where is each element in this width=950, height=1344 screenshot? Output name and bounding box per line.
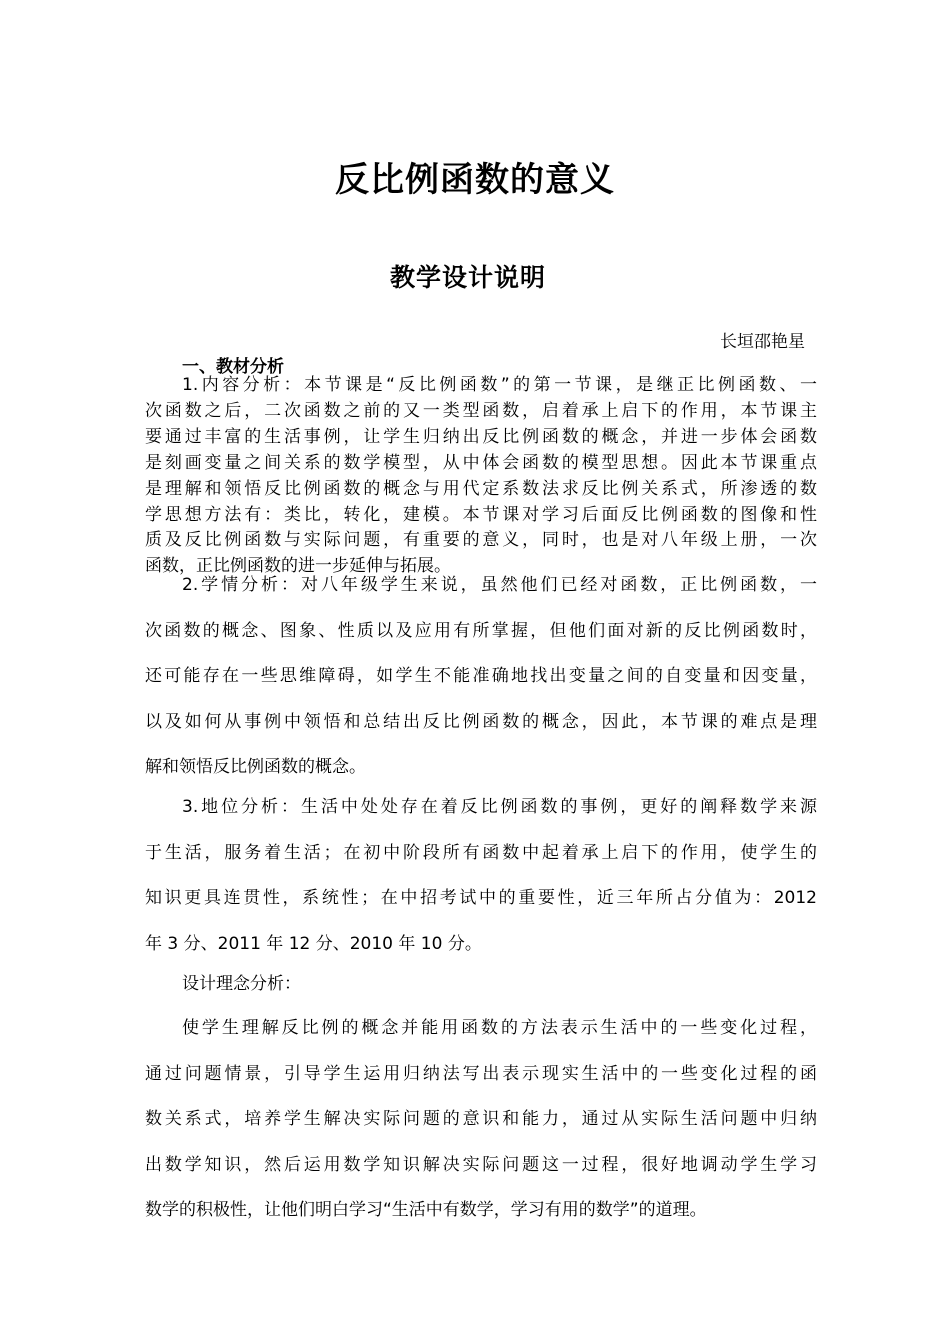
paragraph-content-analysis <box>145 373 817 580</box>
paragraph-line: 3.地位分析：生活中处处存在着反比例函数的事例，更好的阐释数学来源 <box>182 797 817 817</box>
paragraph-student-analysis <box>145 563 817 791</box>
paragraph-line: 通过问题情景，引导学生运用归纳法写出表示现实生活中的一些变化过程的函 <box>145 1063 817 1084</box>
author-name: 长垣邵艳星 <box>720 332 805 352</box>
paragraph-line: 质及反比例函数与实际问题，有重要的意义，同时，也是对八年级上册，一次 <box>145 530 817 551</box>
paragraph-line: 设计理念分析： <box>182 974 301 994</box>
paragraph-line: 1.内容分析：本节课是“反比例函数”的第一节课，是继正比例函数、一 <box>182 375 817 395</box>
paragraph-line: 使学生理解反比例的概念并能用函数的方法表示生活中的一些变化过程， <box>182 1018 817 1038</box>
paragraph-line: 数关系式，培养学生解决实际问题的意识和能力，通过从实际生活问题中归纳 <box>145 1109 817 1130</box>
paragraph-line: 于生活，服务着生活；在初中阶段所有函数中起着承上启下的作用，使学生的 <box>145 842 817 863</box>
paragraph-line: 是理解和领悟反比例函数的概念与用代定系数法求反比例关系式，所渗透的数 <box>145 478 817 499</box>
paragraph-line: 要通过丰富的生活事例，让学生归纳出反比例函数的概念，并进一步体会函数 <box>145 426 817 447</box>
paragraph-line: 出数学知识，然后运用数学知识解决实际问题这一过程，很好地调动学生学习 <box>145 1154 817 1175</box>
paragraph-line: 是刻画变量之间关系的数学模型，从中体会函数的模型思想。因此本节课重点 <box>145 452 817 473</box>
paragraph-line: 解和领悟反比例函数的概念。 <box>145 757 366 778</box>
paragraph-line: 学思想方法有：类比，转化，建模。本节课对学习后面反比例函数的图像和性 <box>145 504 817 525</box>
paragraph-line: 以及如何从事例中领悟和总结出反比例函数的概念，因此，本节课的难点是理 <box>145 711 817 732</box>
paragraph-status-analysis <box>145 785 817 967</box>
section-heading-textbook-analysis: 一、教材分析 <box>182 357 284 377</box>
paragraph-design-concept <box>145 1006 817 1234</box>
paragraph-line: 知识更具连贯性，系统性；在中招考试中的重要性，近三年所占分值为：2012 <box>145 888 817 909</box>
paragraph-line: 2.学情分析：对八年级学生来说，虽然他们已经对函数，正比例函数，一 <box>182 575 817 595</box>
paragraph-line: 还可能存在一些思维障碍，如学生不能准确地找出变量之间的自变量和因变量， <box>145 666 817 687</box>
paragraph-line: 次函数之后，二次函数之前的又一类型函数，启着承上启下的作用，本节课主 <box>145 400 817 421</box>
design-concept-heading <box>145 962 817 1008</box>
paragraph-line: 数学的积极性，让他们明白学习“生活中有数学，学习有用的数学”的道理。 <box>145 1200 707 1221</box>
document-title: 反比例函数的意义 <box>335 160 615 200</box>
paragraph-line: 次函数的概念、图象、性质以及应用有所掌握，但他们面对新的反比例函数时， <box>145 620 817 641</box>
document-subtitle: 教学设计说明 <box>389 263 546 292</box>
paragraph-line: 年 3 分、2011 年 12 分、2010 年 10 分。 <box>145 933 482 954</box>
paragraph-line: 函数，正比例函数的进一步延伸与拓展。 <box>145 556 451 577</box>
